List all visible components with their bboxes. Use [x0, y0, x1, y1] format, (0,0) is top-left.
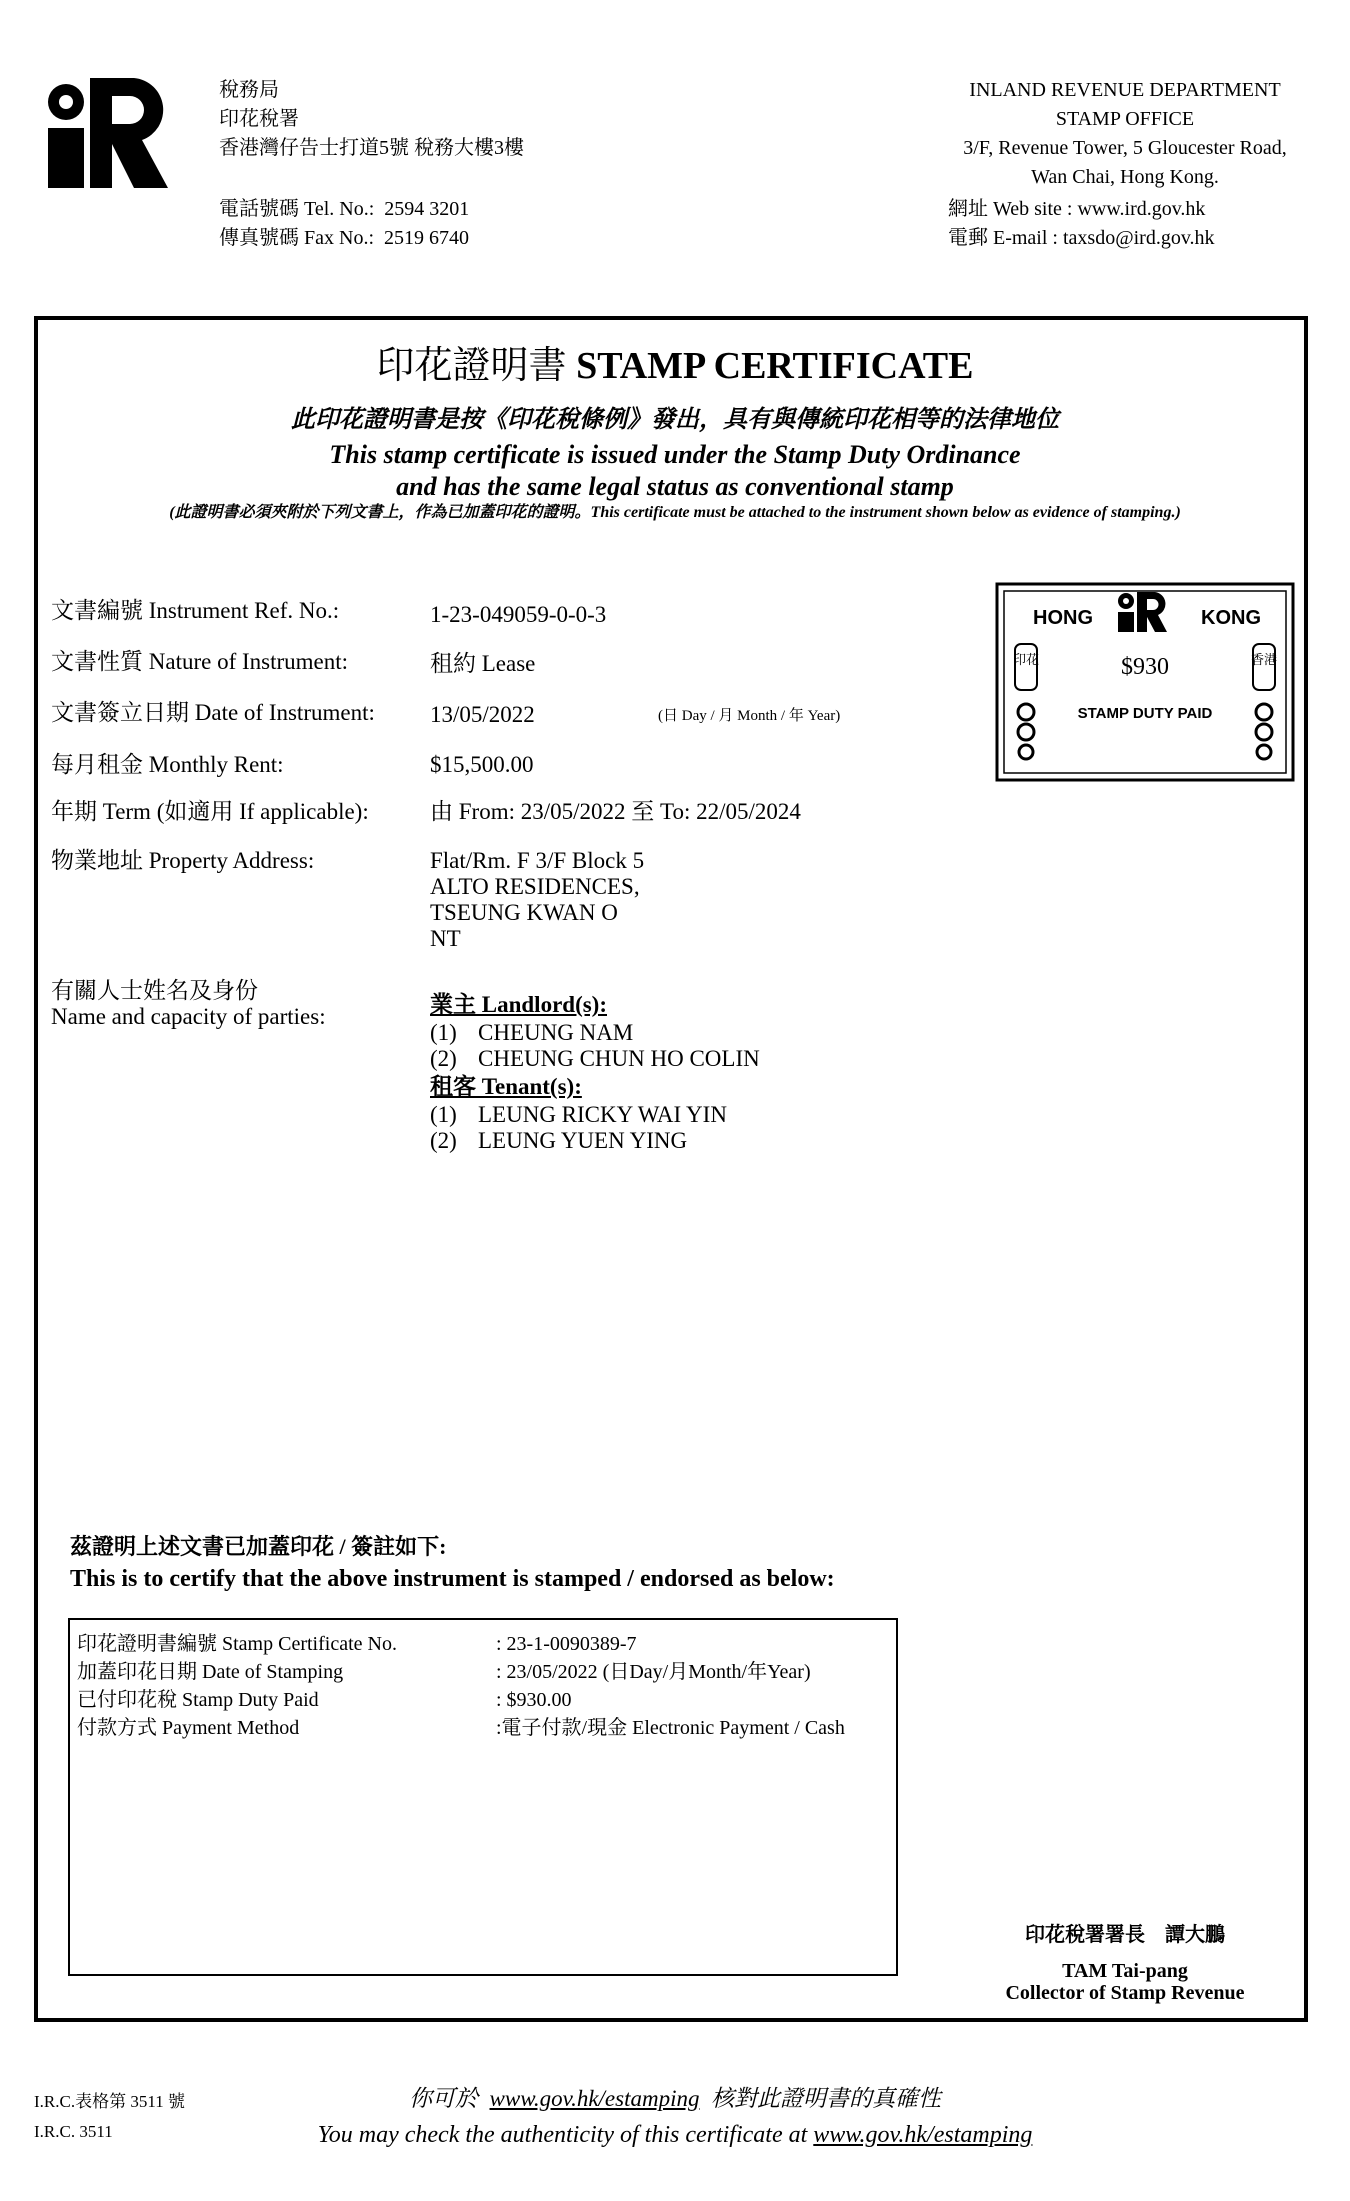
intro-en-line-1: This stamp certificate is issued under the Stamp Duty Ordinance — [329, 440, 1021, 469]
header-contact — [219, 195, 469, 253]
estamping-link-zh[interactable]: www.gov.hk/estamping — [489, 2086, 700, 2111]
address-label: 物業地址 Property Address: — [51, 848, 315, 873]
fax-value: 2519 6740 — [384, 227, 469, 249]
estamping-link-en[interactable]: www.gov.hk/estamping — [813, 2122, 1033, 2148]
address-value — [430, 848, 644, 952]
header-department-en — [905, 76, 1345, 192]
rent-value: $15,500.00 — [430, 752, 534, 777]
verify-note-zh — [0, 2084, 1350, 2114]
ird-logo — [42, 76, 168, 192]
intro-zh: 此印花證明書是按《印花稅條例》發出，具有與傳統印花相等的法律地位 — [291, 407, 1059, 433]
verify-zh-post: 核對此證明書的真確性 — [710, 2086, 941, 2111]
landlord-number: (2) — [430, 1046, 457, 1071]
address-line: Flat/Rm. F 3/F Block 5 — [430, 848, 645, 873]
ref-label: 文書編號 Instrument Ref. No.: — [51, 598, 340, 623]
certify-statement-zh: 茲證明上述文書已加蓋印花 / 簽註如下: — [70, 1534, 447, 1559]
verify-zh-pre: 你可於 — [409, 2086, 479, 2111]
website[interactable]: 網址 Web site : www.ird.gov.hk — [948, 198, 1206, 220]
stamp-paid-text: STAMP DUTY PAID — [1077, 705, 1213, 722]
header-department-zh — [219, 76, 524, 163]
detail-value: :電子付款/現金 Electronic Payment / Cash — [496, 1717, 845, 1739]
header-zh-line: 稅務局 — [219, 79, 279, 101]
header-zh-line: 香港灣仔告士打道5號 稅務大樓3樓 — [219, 137, 524, 159]
term-label: 年期 Term (如適用 If applicable): — [51, 799, 369, 824]
detail-label: 加蓋印花日期 Date of Stamping — [77, 1661, 344, 1683]
landlord-name: CHEUNG CHUN HO COLIN — [478, 1046, 760, 1071]
detail-value: : $930.00 — [496, 1689, 572, 1711]
attach-note: (此證明書必須夾附於下列文書上，作為已加蓋印花的證明。This certificate must be attached to the instrument shown below as evidence of stamping.) — [169, 504, 1181, 521]
landlord-name: CHEUNG NAM — [478, 1020, 634, 1045]
address-line: ALTO RESIDENCES, — [430, 874, 640, 899]
header-en-line: INLAND REVENUE DEPARTMENT — [969, 79, 1281, 101]
date-value: 13/05/2022 — [430, 702, 535, 727]
signature-zh: 印花稅署署長 譚大鵬 — [1025, 1924, 1225, 1946]
tenant-name: LEUNG RICKY WAI YIN — [478, 1102, 727, 1127]
header-online — [948, 195, 1215, 253]
certify-statement-en: This is to certify that the above instrument is stamped / endorsed as below: — [70, 1566, 835, 1592]
signature-title: Collector of Stamp Revenue — [1005, 1982, 1245, 2004]
stamp-right-seal — [1251, 644, 1277, 759]
parties-label-en: Name and capacity of parties: — [51, 1004, 326, 1029]
header-en-line: Wan Chai, Hong Kong. — [1031, 166, 1219, 188]
signature-name: TAM Tai-pang — [1062, 1960, 1188, 1982]
form-number-en: I.R.C. 3511 — [34, 2122, 113, 2141]
detail-value: : 23/05/2022 (日Day/月Month/年Year) — [496, 1661, 811, 1683]
rent-label: 每月租金 Monthly Rent: — [51, 752, 284, 777]
stamp-left-seal — [1013, 644, 1039, 759]
svg-text:印花: 印花 — [1012, 653, 1040, 668]
detail-label: 印花證明書編號 Stamp Certificate No. — [77, 1633, 397, 1655]
stamp-duty-paid-seal — [995, 582, 1295, 782]
title-zh: 印花證明書 — [376, 345, 567, 387]
verify-note-en — [0, 2120, 1350, 2150]
certificate-title — [0, 344, 1350, 388]
email[interactable]: 電郵 E-mail : taxsdo@ird.gov.hk — [948, 227, 1215, 249]
stamp-kong: KONG — [1201, 607, 1261, 629]
stamp-hong: HONG — [1033, 607, 1093, 629]
parties-label — [51, 978, 326, 1030]
svg-text:香港: 香港 — [1250, 653, 1278, 668]
header-en-line: STAMP OFFICE — [1055, 108, 1195, 130]
nature-value: 租約 Lease — [430, 651, 536, 676]
stamp-amount: $930 — [1121, 654, 1169, 680]
landlord-number: (1) — [430, 1020, 457, 1045]
landlord-heading: 業主 Landlord(s): — [430, 992, 607, 1017]
date-format-hint: (日 Day / 月 Month / 年 Year) — [658, 708, 841, 724]
form-number-zh: I.R.C.表格第 3511 號 — [34, 2092, 185, 2111]
detail-label: 付款方式 Payment Method — [77, 1717, 300, 1739]
fax-label: 傳真號碼 Fax No.: — [219, 227, 374, 249]
verify-en-pre: You may check the authenticity of this certificate at — [317, 2122, 808, 2148]
ref-value: 1-23-049059-0-0-3 — [430, 602, 607, 627]
date-label: 文書簽立日期 Date of Instrument: — [51, 700, 375, 725]
tel-label: 電話號碼 Tel. No.: — [219, 198, 375, 220]
nature-label: 文書性質 Nature of Instrument: — [51, 649, 349, 674]
tenant-name: LEUNG YUEN YING — [478, 1128, 688, 1153]
address-line: TSEUNG KWAN O — [430, 900, 618, 925]
detail-value: : 23-1-0090389-7 — [496, 1633, 637, 1655]
tenant-number: (1) — [430, 1102, 457, 1127]
parties-label-zh: 有關人士姓名及身份 — [51, 978, 258, 1003]
intro-en-line-2: and has the same legal status as conventional stamp — [396, 472, 954, 501]
stamp-ird-logo — [1118, 592, 1167, 632]
detail-label: 已付印花稅 Stamp Duty Paid — [77, 1689, 319, 1711]
address-line: NT — [430, 926, 461, 951]
title-en: STAMP CERTIFICATE — [576, 345, 974, 387]
tenant-number: (2) — [430, 1128, 457, 1153]
header-zh-line: 印花稅署 — [219, 108, 299, 130]
tel-value: 2594 3201 — [384, 198, 470, 220]
parties-list — [430, 992, 760, 1154]
term-value: 由 From: 23/05/2022 至 To: 22/05/2024 — [430, 799, 801, 824]
header-en-line: 3/F, Revenue Tower, 5 Gloucester Road, — [963, 137, 1287, 159]
tenant-heading: 租客 Tenant(s): — [430, 1074, 582, 1099]
